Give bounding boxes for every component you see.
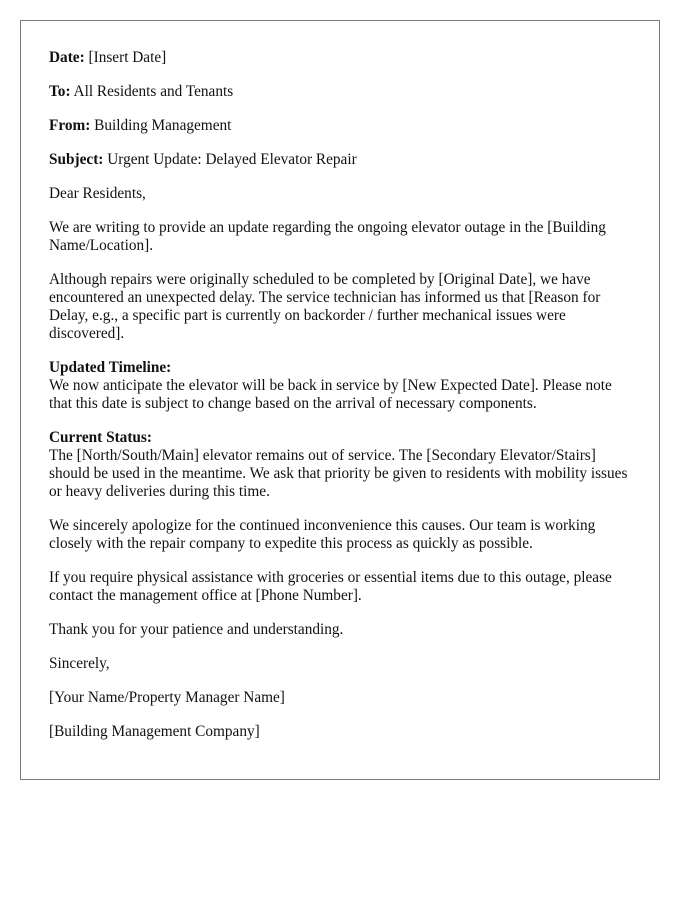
- from-line: [49, 117, 631, 135]
- apology-paragraph: We sincerely apologize for the continued inconvenience this causes. Our team is working closely with the repair company to expedite this process as quickly as possible.: [49, 517, 596, 552]
- signoff: Sincerely,: [49, 655, 110, 672]
- date-value: [Insert Date]: [88, 49, 167, 66]
- from-label: From:: [49, 117, 91, 134]
- timeline-text: We now anticipate the elevator will be back in service by [New Expected Date]. Please note that this date is subject to change based on the arrival of necessary components.: [49, 377, 612, 412]
- status-text: The [North/South/Main] elevator remains out of service. The [Secondary Elevator/Stairs] should be used in the meantime. We ask that priority be given to residents with mobility issues or heavy deliveries during this time.: [49, 447, 628, 500]
- signature-name: [Your Name/Property Manager Name]: [49, 689, 285, 706]
- subject-label: Subject:: [49, 151, 104, 168]
- intro-paragraph: We are writing to provide an update regarding the ongoing elevator outage in the [Building Name/Location].: [49, 219, 606, 254]
- date-label: Date:: [49, 49, 85, 66]
- to-line: [49, 83, 631, 101]
- to-value: All Residents and Tenants: [73, 83, 234, 100]
- date-line: [49, 49, 631, 67]
- greeting: Dear Residents,: [49, 185, 146, 202]
- status-section: [49, 429, 631, 501]
- from-value: Building Management: [94, 117, 232, 134]
- subject-line: [49, 151, 631, 169]
- to-label: To:: [49, 83, 71, 100]
- assistance-paragraph: If you require physical assistance with groceries or essential items due to this outage, please contact the management office at [Phone Number].: [49, 569, 612, 604]
- signature-company: [Building Management Company]: [49, 723, 260, 740]
- timeline-title: Updated Timeline:: [49, 359, 172, 376]
- letter-document: [20, 20, 660, 780]
- subject-value: Urgent Update: Delayed Elevator Repair: [107, 151, 357, 168]
- timeline-section: [49, 359, 631, 413]
- thanks-paragraph: Thank you for your patience and understanding.: [49, 621, 344, 638]
- delay-paragraph: Although repairs were originally scheduled to be completed by [Original Date], we have encountered an unexpected delay. The service technician has informed us that [Reason for Delay, e.g., a specific part is currently on backorder / further mechanical issues were discovered].: [49, 271, 601, 342]
- status-title: Current Status:: [49, 429, 152, 446]
